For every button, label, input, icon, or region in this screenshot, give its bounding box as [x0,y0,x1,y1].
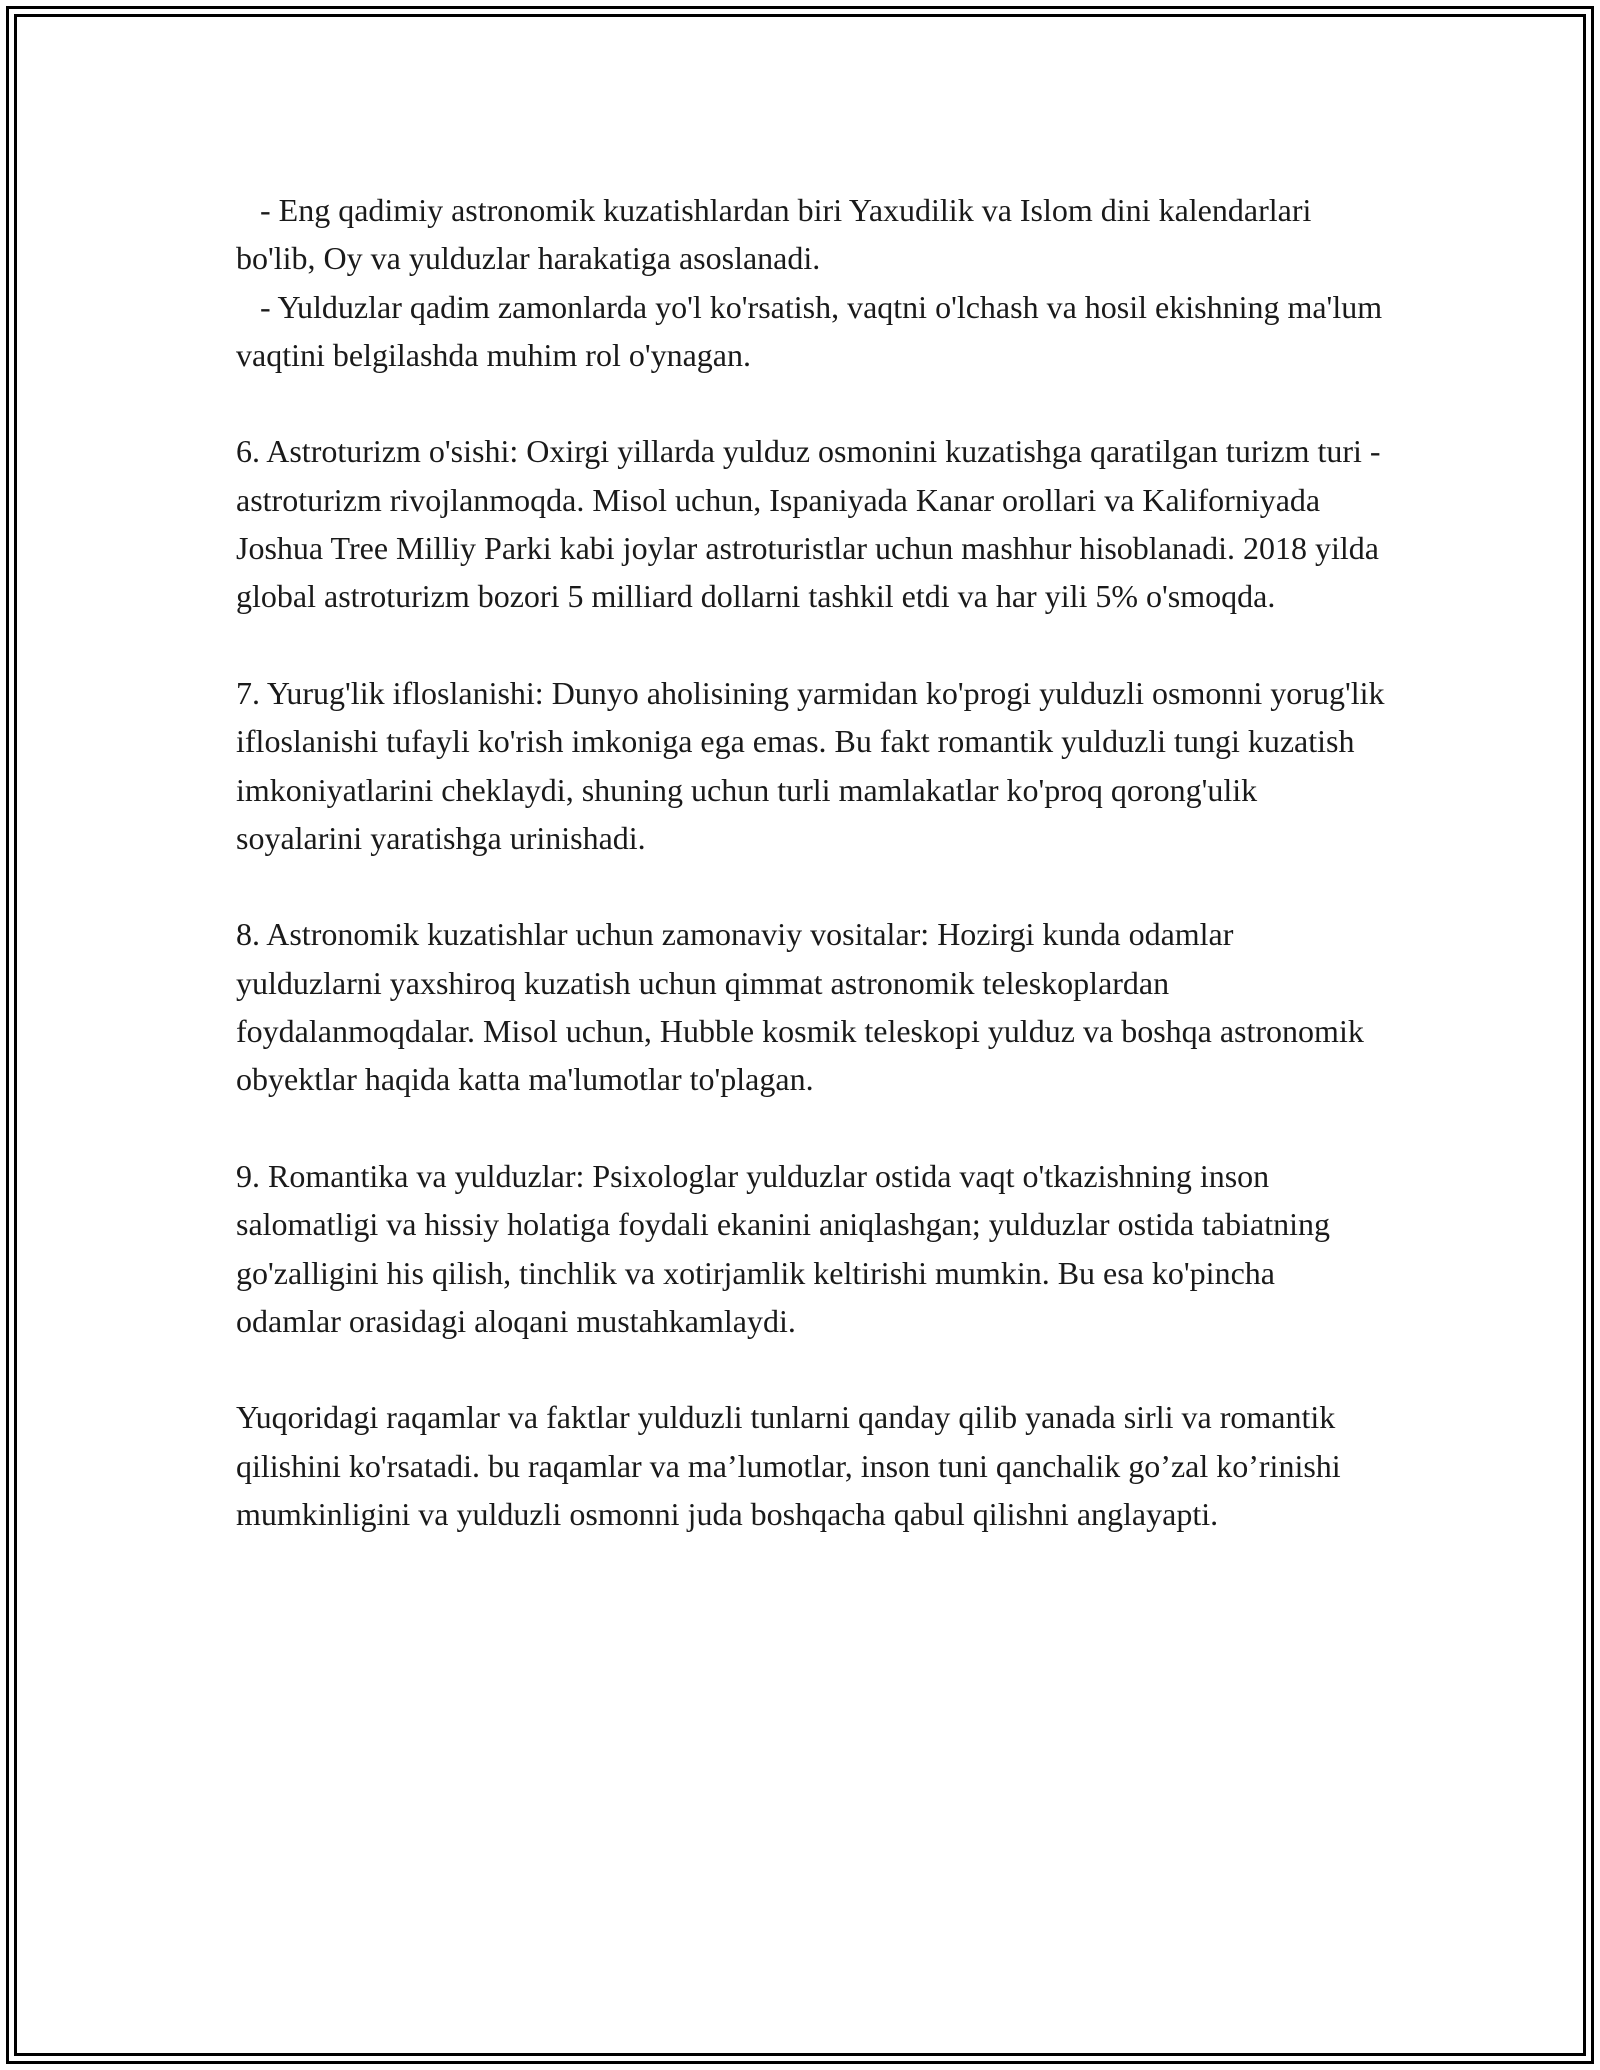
item-6-astroturism: 6. Astroturizm o'sishi: Oxirgi yillarda yulduz osmonini kuzatishga qaratilgan turizm turi - astroturizm rivojlanmoqda. Misol uchun, Ispaniyada Kanar orollari va Kaliforniyada Joshua Tree Milliy Parki kabi joylar astroturistlar uchun mashhur hisoblanadi. 2018 yilda global astroturizm bozori 5 milliard dollarni tashkil etdi va har yili 5% o'smoqda. [236,433,1389,615]
intro-bullet-1: - Eng qadimiy astronomik kuzatishlardan biri Yaxudilik va Islom dini kalendarlari bo'lib, Oy va yulduzlar harakatiga asoslanadi. [236,192,1320,277]
paragraph-gap [236,379,1386,427]
intro-bullet-2: - Yulduzlar qadim zamonlarda yo'l ko'rsatish, vaqtni o'lchash va hosil ekishning ma'lum vaqtini belgilashda muhim rol o'ynagan. [236,288,1391,373]
paragraph-gap [236,1345,1386,1393]
item-9-romance: 9. Romantika va yulduzlar: Psixologlar yulduzlar ostida vaqt o'tkazishning inson salomatligi va hissiy holatiga foydali ekanini aniqlashgan; yulduzlar ostida tabiatning go'zalligini his qilish, tinchlik va xotirjamlik keltirishi mumkin. Bu esa ko'pincha odamlar orasidagi aloqani mustahkamlaydi. [236,1157,1338,1339]
conclusion-paragraph: Yuqoridagi raqamlar va faktlar yulduzli tunlarni qanday qilib yanada sirli va romantik qilishini ko'rsatadi. bu raqamlar va ma’lumotlar, inson tuni qanchalik go’zal ko’rinishi mumkinligini va yulduzli osmonni juda boshqacha qabul qilishni anglayapti. [236,1399,1349,1533]
paragraph-gap [236,621,1386,669]
paragraph-gap [236,862,1386,910]
paragraph-gap [236,1104,1386,1152]
item-7-light-pollution: 7. Yurug'lik ifloslanishi: Dunyo aholisining yarmidan ko'progi yulduzli osmonni yorug'lik ifloslanishi tufayli ko'rish imkoniga ega emas. Bu fakt romantik yulduzli tungi kuzatish imkoniyatlarini cheklaydi, shuning uchun turli mamlakatlar ko'proq qorong'ulik soyalarini yaratishga urinishadi. [236,674,1393,856]
document-body [236,186,1393,1538]
item-8-modern-tools: 8. Astronomik kuzatishlar uchun zamonaviy vositalar: Hozirgi kunda odamlar yulduzlarni yaxshiroq kuzatish uchun qimmat astronomik teleskoplardan foydalanmoqdalar. Misol uchun, Hubble kosmik teleskopi yulduz va boshqa astronomik obyektlar haqida katta ma'lumotlar to'plagan. [236,916,1372,1098]
